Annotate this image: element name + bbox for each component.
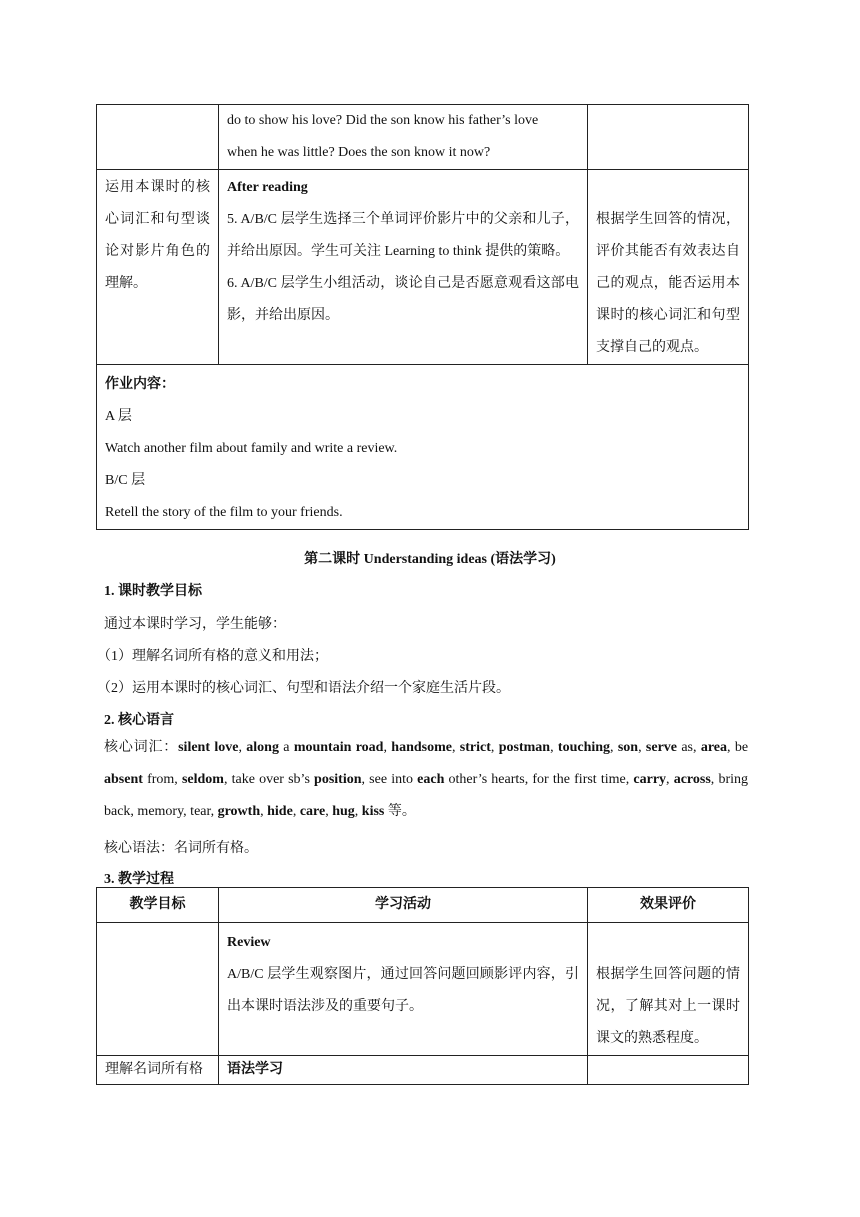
vocab-term: each — [417, 772, 445, 787]
section-heading: 3. 教学过程 — [104, 872, 174, 887]
vocab-label: 核心词汇： — [104, 740, 179, 755]
homework-task: Retell the story of the film to your friends. — [105, 505, 343, 520]
section-title: 第二课时 Understanding ideas (语法学习) — [304, 552, 556, 567]
lesson-table-continued — [96, 104, 749, 530]
vocab-term: hide — [267, 804, 293, 819]
activity-cell — [219, 105, 588, 170]
table-row — [97, 923, 749, 1056]
evaluation-cell — [588, 1056, 749, 1085]
vocab-text: , — [238, 740, 247, 755]
homework-cell — [97, 365, 749, 530]
vocab-term: seldom — [181, 772, 224, 787]
vocab-term: strict — [459, 740, 491, 755]
goal-cell — [97, 170, 219, 365]
homework-level: B/C 层 — [105, 473, 146, 488]
vocab-text: , — [638, 740, 646, 755]
vocab-term: along — [246, 740, 279, 755]
vocab-text: , take over sb’s — [223, 772, 315, 787]
section-heading: 2. 核心语言 — [104, 713, 174, 728]
vocab-text: , — [292, 804, 300, 819]
vocab-term: absent — [104, 772, 143, 787]
core-grammar: 核心语法：名词所有格。 — [104, 841, 258, 856]
vocab-term: growth — [217, 804, 261, 819]
vocab-term: hug — [332, 804, 355, 819]
evaluation-cell — [588, 923, 749, 1056]
activity-paragraph: 5. A/B/C 层学生选择三个单词评价影片中的父亲和儿子，并给出原因。学生可关注 Learning to think 提供的策略。 — [227, 212, 579, 259]
vocab-term: area — [700, 740, 728, 755]
activity-heading: 语法学习 — [219, 1056, 588, 1085]
evaluation-cell — [588, 105, 749, 170]
homework-heading: 作业内容： — [105, 377, 175, 392]
objective-item: （1）理解名词所有格的意义和用法； — [97, 649, 328, 664]
vocab-text: , — [451, 740, 460, 755]
vocab-term: mountain road — [293, 740, 384, 755]
vocab-list — [104, 740, 748, 819]
teaching-process-table — [96, 887, 749, 1085]
vocab-text: as, — [677, 740, 701, 755]
table-header-row — [97, 888, 749, 923]
vocab-term: serve — [645, 740, 678, 755]
table-row — [97, 1056, 749, 1085]
vocab-text: other’s hearts, for the first time, — [444, 772, 634, 787]
vocab-text: a — [278, 740, 294, 755]
vocab-term: silent love — [178, 740, 239, 755]
intro-text: 通过本课时学习，学生能够： — [104, 617, 286, 632]
evaluation-text: 根据学生回答的情况，评价其能否有效表达自己的观点，能否运用本课时的核心词汇和句型支撑自己的观点。 — [596, 212, 740, 355]
activity-line: when he was little? Does the son know it now? — [227, 145, 491, 160]
activity-paragraph: 6. A/B/C 层学生小组活动，谈论自己是否愿意观看这部电影，并给出原因。 — [227, 276, 579, 323]
vocab-term: position — [314, 772, 362, 787]
column-header: 学习活动 — [219, 888, 588, 923]
evaluation-cell — [588, 170, 749, 365]
vocab-text: , — [666, 772, 674, 787]
table-row — [97, 105, 749, 170]
vocab-text: , — [490, 740, 499, 755]
vocab-text: , — [260, 804, 268, 819]
activity-paragraph: A/B/C 层学生观察图片，通过回答问题回顾影评内容，引出本课时语法涉及的重要句子。 — [227, 967, 579, 1014]
vocab-text: , bring back, memory, tear, — [104, 772, 749, 819]
column-header: 效果评价 — [588, 888, 749, 923]
vocab-term: care — [299, 804, 326, 819]
activity-heading: Review — [227, 935, 271, 950]
vocab-term: across — [673, 772, 711, 787]
activity-cell — [219, 170, 588, 365]
vocab-text: , — [550, 740, 558, 755]
activity-line: do to show his love? Did the son know his father’s love — [227, 113, 539, 128]
vocab-term: touching — [557, 740, 611, 755]
vocab-text: , see into — [361, 772, 418, 787]
goal-cell — [97, 923, 219, 1056]
vocab-text: , — [325, 804, 333, 819]
vocab-text: , — [610, 740, 618, 755]
column-header: 教学目标 — [97, 888, 219, 923]
core-vocabulary — [104, 732, 748, 828]
vocab-text: from, — [142, 772, 182, 787]
homework-level: A 层 — [105, 409, 132, 424]
vocab-term: kiss — [361, 804, 385, 819]
table-row — [97, 365, 749, 530]
vocab-term: postman — [498, 740, 551, 755]
activity-cell — [219, 923, 588, 1056]
goal-cell: 理解名词所有格 — [97, 1056, 219, 1085]
section-heading: 1. 课时教学目标 — [104, 584, 202, 599]
goal-text: 运用本课时的核心词汇和句型谈论对影片角色的理解。 — [105, 180, 210, 291]
homework-task: Watch another film about family and write a review. — [105, 441, 398, 456]
vocab-text: , — [354, 804, 362, 819]
vocab-text: 等。 — [384, 804, 416, 819]
table-row — [97, 170, 749, 365]
objective-item: （2）运用本课时的核心词汇、句型和语法介绍一个家庭生活片段。 — [97, 681, 510, 696]
evaluation-text: 根据学生回答问题的情况，了解其对上一课时课文的熟悉程度。 — [596, 967, 740, 1046]
vocab-text: , be — [727, 740, 749, 755]
vocab-text: , — [383, 740, 392, 755]
activity-heading: After reading — [227, 180, 308, 195]
vocab-term: son — [617, 740, 639, 755]
vocab-term: handsome — [391, 740, 452, 755]
vocab-term: carry — [633, 772, 667, 787]
goal-cell — [97, 105, 219, 170]
